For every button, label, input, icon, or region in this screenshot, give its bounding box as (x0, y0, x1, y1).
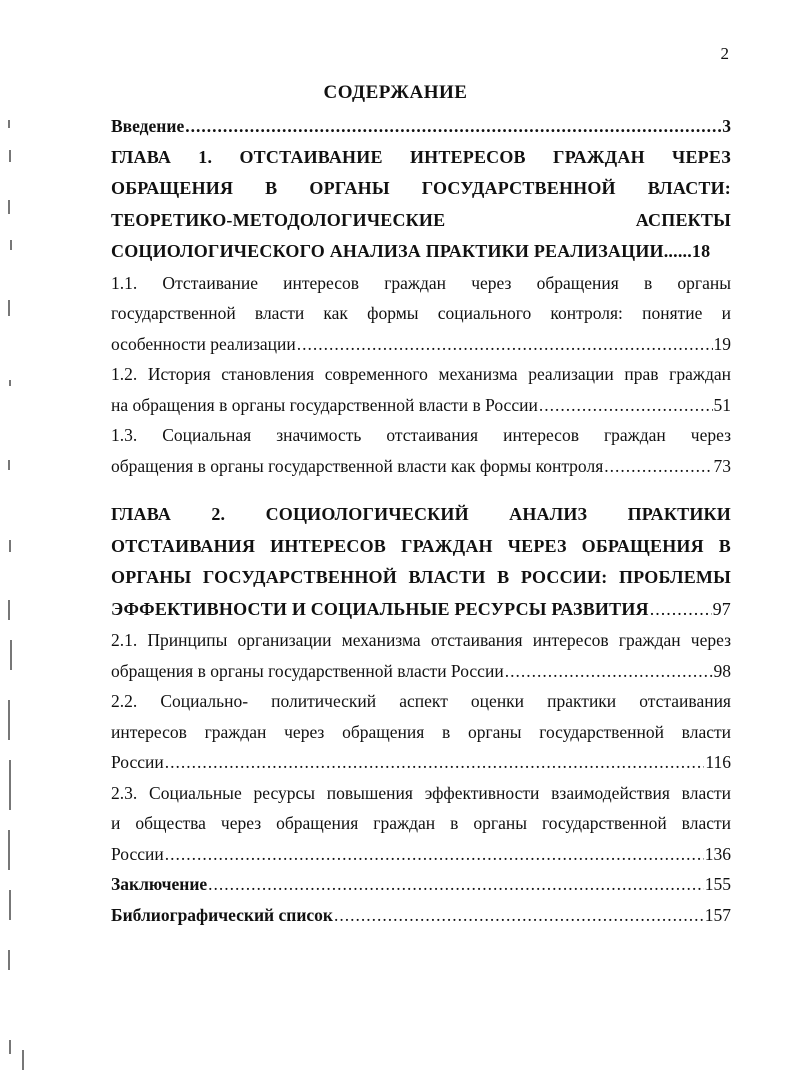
section-last-text: России (111, 843, 164, 864)
leader-dots (539, 390, 713, 421)
conclusion-page: 155 (704, 874, 731, 894)
leader-dots (208, 869, 704, 900)
section-line: 2.3. Социальные ресурсы повышения эффективности взаимодействия власти (111, 782, 731, 803)
section-last-text: особенности реализации (111, 333, 296, 354)
intro-page: 3 (722, 116, 731, 136)
chapter-1-line: ТЕОРЕТИКО-МЕТОДОЛОГИЧЕСКИЕ АСПЕКТЫ (111, 209, 731, 230)
section-line: государственной власти как формы социального контроля: понятие и (111, 303, 731, 323)
toc-section-1-3[interactable] (111, 420, 731, 481)
toc-chapter-2[interactable] (111, 499, 731, 625)
section-page: 136 (704, 843, 731, 864)
chapter-2-page: 97 (712, 598, 731, 619)
intro-label: Введение (111, 116, 185, 136)
section-page: 51 (713, 394, 731, 415)
leader-dots (297, 329, 713, 360)
section-last-line (111, 390, 731, 421)
toc-chapter-1[interactable] (111, 142, 731, 268)
chapter-1-line: ГЛАВА 1. ОТСТАИВАНИЕ ИНТЕРЕСОВ ГРАЖДАН ЧЕРЕЗ (111, 146, 731, 167)
section-last-text: на обращения в органы государственной власти в России (111, 394, 538, 415)
chapter-2-line: ОТСТАИВАНИЯ ИНТЕРЕСОВ ГРАЖДАН ЧЕРЕЗ ОБРАЩЕНИЯ В (111, 535, 731, 556)
section-last-text: обращения в органы государственной власти как формы контроля (111, 455, 604, 476)
toc-section-1-2[interactable] (111, 359, 731, 420)
section-line: интересов граждан через обращения в органы государственной власти (111, 721, 731, 742)
leader-dots (604, 451, 712, 482)
toc-section-1-1[interactable] (111, 268, 731, 360)
toc-section-2-2[interactable] (111, 686, 731, 778)
table-of-contents (111, 111, 731, 930)
chapter-1-line: ОБРАЩЕНИЯ В ОРГАНЫ ГОСУДАРСТВЕННОЙ ВЛАСТИ: (111, 178, 731, 198)
section-line: 1.2. История становления современного механизма реализации прав граждан (111, 364, 731, 384)
section-last-line (111, 839, 731, 870)
chapter-2-line: ГЛАВА 2. СОЦИОЛОГИЧЕСКИЙ АНАЛИЗ ПРАКТИКИ (111, 504, 731, 524)
section-last-line (111, 329, 731, 360)
toc-entry-conclusion[interactable] (111, 869, 731, 900)
leader-dots (334, 900, 704, 931)
section-line: 1.3. Социальная значимость отстаивания интересов граждан через (111, 425, 731, 445)
chapter-2-last-line (111, 594, 731, 626)
conclusion-label: Заключение (111, 874, 208, 894)
section-last-line (111, 451, 731, 482)
section-last-text: России (111, 752, 164, 772)
chapter-2-line: ОРГАНЫ ГОСУДАРСТВЕННОЙ ВЛАСТИ В РОССИИ: ПРОБЛЕМЫ (111, 567, 731, 587)
section-last-text: обращения в органы государственной власти России (111, 660, 504, 681)
toc-entry-bibliography[interactable] (111, 900, 731, 931)
section-page: 73 (713, 455, 731, 476)
leader-dots (185, 111, 721, 142)
section-line: и общества через обращения граждан в органы государственной власти (111, 813, 731, 833)
leader-dots (505, 656, 713, 687)
page-number: 2 (720, 44, 729, 63)
toc-section-2-1[interactable] (111, 625, 731, 686)
scan-margin-artifacts (0, 0, 30, 1073)
section-page: 19 (713, 333, 731, 354)
leader-dots (165, 839, 704, 870)
section-last-line (111, 747, 731, 778)
section-page: 98 (713, 660, 731, 681)
toc-entry-intro[interactable] (111, 111, 731, 142)
bibliography-label: Библиографический список (111, 904, 334, 925)
chapter-2-last-text: ЭФФЕКТИВНОСТИ И СОЦИАЛЬНЫЕ РЕСУРСЫ РАЗВИТИЯ (111, 598, 649, 619)
chapter-1-last-line: СОЦИОЛОГИЧЕСКОГО АНАЛИЗА ПРАКТИКИ РЕАЛИЗАЦИИ......18 (111, 241, 711, 261)
section-line: 1.1. Отстаивание интересов граждан через обращения в органы (111, 272, 731, 293)
toc-section-2-3[interactable] (111, 778, 731, 870)
leader-dots (650, 594, 712, 626)
toc-title: СОДЕРЖАНИЕ (323, 82, 468, 103)
leader-dots (165, 747, 705, 778)
section-line: 2.1. Принципы организации механизма отстаивания интересов граждан через (111, 630, 731, 650)
bibliography-page: 157 (704, 904, 731, 925)
section-last-line (111, 656, 731, 687)
section-page: 116 (705, 752, 731, 772)
spacer (111, 481, 731, 499)
section-line: 2.2. Социально- политический аспект оценки практики отстаивания (111, 691, 731, 711)
